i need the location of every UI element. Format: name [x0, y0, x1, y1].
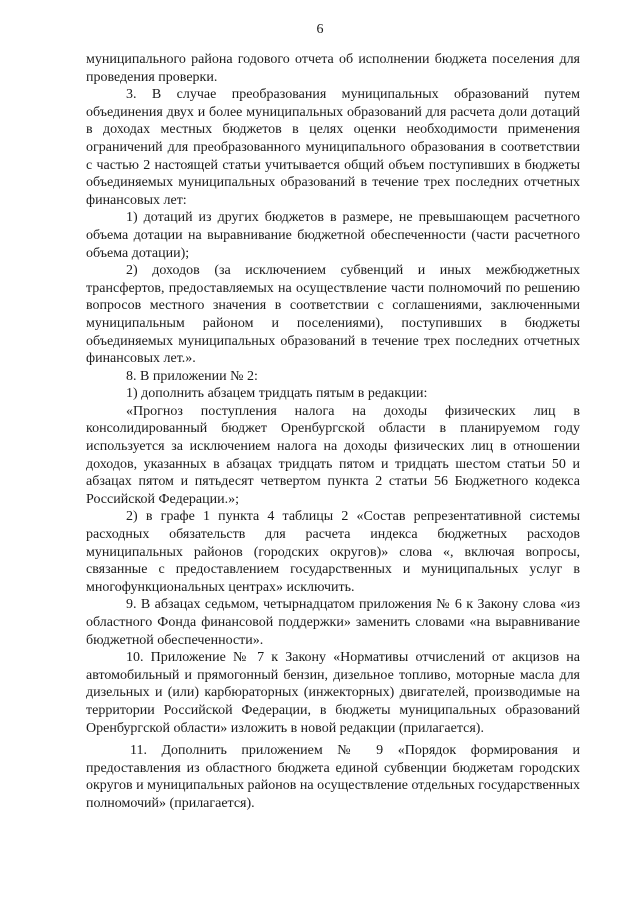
paragraph-item-8-subitem-2: 2) в графе 1 пункта 4 таблицы 2 «Состав репрезентативной системы расходных обязательств для расчета индекса бюджетных расходов муниципальных районов (городских округов)» слова «, включая вопросы, связанные с предоставлением государственных и муниципальных услуг в многофункциональных центрах» исключить. [86, 509, 580, 595]
paragraph-item-9: 9. В абзацах седьмом, четырнадцатом приложения № 6 к Закону слова «из областного Фонда финансовой поддержки» заменить словами «на выравнивание бюджетной обеспеченности». [86, 597, 580, 648]
paragraph-item-8: 8. В приложении № 2: [126, 368, 258, 384]
document-body [86, 51, 580, 813]
paragraph-subitem-1-subsidies: 1) дотаций из других бюджетов в размере, не превышающем расчетного объема дотации на выравнивание бюджетной обеспеченности (части расчетного объема дотации); [86, 210, 580, 261]
paragraph-quoted-forecast: «Прогноз поступления налога на доходы физических лиц в консолидированный бюджет Оренбургской области в планируемом году используется за исключением налога на доходы физических лиц в отношении доходов, указанных в абзацах тридцать пятом и тридцать шестом статьи 50 и абзацах пятом и пятьдесят четвертом пункта 2 статьи 56 Бюджетного кодекса Российской Федерации.»; [86, 403, 580, 507]
paragraph-continuation: муниципального района годового отчета об исполнении бюджета поселения для проведения проверки. [86, 52, 580, 85]
paragraph-item-8-subitem-1: 1) дополнить абзацем тридцать пятым в редакции: [126, 386, 428, 402]
paragraph-item-10: 10. Приложение № 7 к Закону «Нормативы отчислений от акцизов на автомобильный и прямогонный бензин, дизельное топливо, моторные масла для дизельных и (или) карбюраторных (инжекторных) двигателей, производимые на территории Российской Федерации, в бюджеты муниципальных образований Оренбургской области» изложить в новой редакции (прилагается). [86, 650, 580, 736]
paragraph-subitem-2-revenues: 2) доходов (за исключением субвенций и иных межбюджетных трансфертов, предоставляемых на осуществление части полномочий по решению вопросов местного значения в соответствии с соглашениями, заключенными муниципальным районом и поселениями), поступивших в бюджеты объединяемых муниципальных образований в течение трех последних отчетных финансовых лет.». [86, 263, 580, 367]
page-number: 6 [316, 22, 324, 37]
paragraph-item-3: 3. В случае преобразования муниципальных образований путем объединения двух и более муниципальных образований для расчета доли дотаций в доходах местных бюджетов в целях оценки необходимости применения ограничений для преобразованного муниципального образования в соответствии с частью 2 настоящей статьи учитывается общий объем поступивших в бюджеты объединяемых муниципальных образований в течение трех последних отчетных финансовых лет: [86, 87, 580, 208]
paragraph-item-11: 11. Дополнить приложением № 9 «Порядок формирования и предоставления из областного бюджета единой субвенции бюджетам городских округов и муниципальных районов на осуществление отдельных государственных полномочий» (прилагается). [86, 743, 580, 811]
